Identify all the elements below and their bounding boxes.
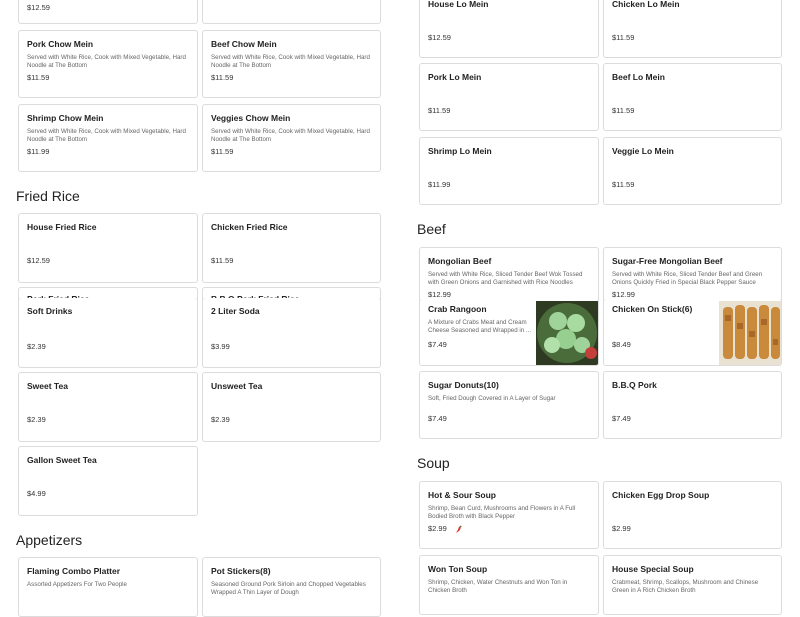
menu-item-card[interactable]	[202, 213, 381, 283]
item-price: $2.39	[211, 415, 230, 424]
item-price: $8.49	[612, 340, 631, 349]
menu-item-card[interactable]	[603, 63, 782, 131]
item-price: $11.59	[612, 33, 635, 42]
item-name: Mongolian Beef	[428, 256, 492, 266]
item-price: $2.39	[27, 342, 46, 351]
menu-item-card[interactable]	[603, 555, 782, 615]
menu-item-card[interactable]	[419, 299, 599, 366]
item-name: Chicken Egg Drop Soup	[612, 490, 710, 500]
menu-item-card[interactable]	[419, 555, 599, 615]
section-title-appetizers: Appetizers	[16, 532, 83, 548]
item-price: $12.59	[27, 256, 50, 265]
item-name: Chicken Lo Mein	[612, 0, 680, 9]
menu-item-card[interactable]	[202, 372, 381, 442]
item-name: Sugar-Free Mongolian Beef	[612, 256, 723, 266]
menu-item-card[interactable]	[419, 0, 599, 58]
item-price: $7.49	[428, 340, 447, 349]
item-name: Crab Rangoon	[428, 304, 487, 314]
section-title-fried-rice: Fried Rice	[16, 188, 80, 204]
item-description: Served with White Rice, Cook with Mixed Vegetable, Hard Noodle at The Bottom	[27, 128, 186, 144]
menu-item-card[interactable]	[603, 481, 782, 549]
item-price: $11.59	[612, 106, 635, 115]
menu-item-card[interactable]	[202, 104, 381, 172]
item-name: Pork Lo Mein	[428, 72, 482, 82]
item-price: $11.59	[211, 73, 234, 82]
menu-item-card[interactable]	[18, 372, 198, 442]
section-title-beef: Beef	[417, 221, 446, 237]
item-name: Chicken Fried Rice	[211, 222, 288, 232]
menu-item-card[interactable]	[603, 0, 782, 58]
item-name: Beef Lo Mein	[612, 72, 665, 82]
item-name: Shrimp Chow Mein	[27, 113, 104, 123]
item-name: Gallon Sweet Tea	[27, 455, 97, 465]
menu-item-card[interactable]	[202, 30, 381, 98]
item-name: Veggies Chow Mein	[211, 113, 291, 123]
item-description: Seasoned Ground Pork Sirloin and Chopped Vegetables Wrapped A Thin Layer of Dough	[211, 581, 366, 597]
menu-item-card[interactable]	[18, 446, 198, 516]
item-name: Sweet Tea	[27, 381, 68, 391]
item-name: Flaming Combo Platter	[27, 566, 121, 576]
item-price: $2.99	[428, 524, 447, 533]
item-price: $12.59	[428, 33, 451, 42]
menu-item-card[interactable]	[202, 298, 381, 368]
item-price: $2.39	[27, 415, 46, 424]
item-price: $3.99	[211, 342, 230, 351]
chili-pepper-icon	[455, 525, 462, 533]
item-name: Sugar Donuts(10)	[428, 380, 499, 390]
item-name: Soft Drinks	[27, 306, 73, 316]
item-name: Chicken On Stick(6)	[612, 304, 693, 314]
menu-item-card[interactable]	[419, 63, 599, 131]
menu-item-card[interactable]	[603, 371, 782, 439]
menu-item-card[interactable]	[18, 30, 198, 98]
item-name: Hot & Sour Soup	[428, 490, 496, 500]
item-price: $11.59	[27, 73, 50, 82]
item-price: $2.99	[612, 524, 631, 533]
item-name: Shrimp Lo Mein	[428, 146, 492, 156]
menu-item-card[interactable]	[202, 0, 381, 24]
item-name: Veggie Lo Mein	[612, 146, 674, 156]
menu-item-card[interactable]	[18, 213, 198, 283]
item-description: Soft, Fried Dough Covered in A Layer of Sugar	[428, 395, 556, 402]
item-name: Won Ton Soup	[428, 564, 488, 574]
menu-item-card[interactable]	[419, 481, 599, 549]
menu-item-card[interactable]	[603, 137, 782, 205]
item-description: Shrimp, Bean Curd, Mushrooms and Flowers in A Full Bodied Broth with Black Pepper	[428, 505, 576, 521]
menu-item-card[interactable]	[603, 247, 782, 307]
menu-item-card[interactable]	[419, 247, 599, 307]
item-price: $4.99	[27, 489, 46, 498]
menu-item-card[interactable]	[419, 137, 599, 205]
menu-item-card[interactable]	[603, 299, 782, 366]
item-price: $12.99	[612, 290, 635, 299]
item-price: $11.59	[211, 147, 234, 156]
crab-rangoon-photo	[536, 301, 598, 365]
item-name: B.B.Q Pork	[612, 380, 657, 390]
item-name: Pork Chow Mein	[27, 39, 94, 49]
item-price: $7.49	[612, 414, 631, 423]
item-price: $11.99	[428, 180, 451, 189]
item-price: $11.59	[612, 180, 635, 189]
item-price: $11.59	[211, 256, 234, 265]
item-price-row	[428, 524, 462, 533]
item-description: Served with White Rice, Sliced Tender Beef and Green Onions Quickly Fried in Special Black Pepper Sauce	[612, 271, 763, 287]
section-title-soup: Soup	[417, 455, 450, 471]
item-description: Served with White Rice, Cook with Mixed Vegetable, Hard Noodle at The Bottom	[211, 54, 370, 70]
item-description: Shrimp, Chicken, Water Chestnuts and Won Ton in Chicken Broth	[428, 579, 568, 595]
item-description: Assorted Appetizers For Two People	[27, 581, 127, 588]
item-name: House Special Soup	[612, 564, 694, 574]
item-price: $12.99	[428, 290, 451, 299]
item-price: $7.49	[428, 414, 447, 423]
chicken-on-stick-photo	[719, 301, 781, 365]
item-description: A Mixture of Crabs Meat and Cream Cheese Seasoned and Wrapped in ...	[428, 319, 532, 335]
item-price: $12.59	[27, 3, 50, 12]
item-name: Pot Stickers(8)	[211, 566, 271, 576]
item-name: Beef Chow Mein	[211, 39, 277, 49]
menu-item-card[interactable]	[18, 104, 198, 172]
menu-item-card[interactable]	[18, 298, 198, 368]
item-price: $11.99	[27, 147, 50, 156]
item-description: Served with White Rice, Cook with Mixed Vegetable, Hard Noodle at The Bottom	[211, 128, 370, 144]
menu-item-card[interactable]	[18, 0, 198, 24]
item-name: House Fried Rice	[27, 222, 97, 232]
item-description: Crabmeat, Shrimp, Scallops, Mushroom and Chinese Green in A Rich Chicken Broth	[612, 579, 759, 595]
menu-item-card[interactable]	[419, 371, 599, 439]
item-name: 2 Liter Soda	[211, 306, 260, 316]
item-description: Served with White Rice, Sliced Tender Beef Wok Tossed with Green Onions and Garnished with Rice Noodles	[428, 271, 583, 287]
item-name: House Lo Mein	[428, 0, 489, 9]
item-description: Served with White Rice, Cook with Mixed Vegetable, Hard Noodle at The Bottom	[27, 54, 186, 70]
menu-item-card[interactable]	[202, 557, 381, 617]
item-name: Unsweet Tea	[211, 381, 263, 391]
menu-item-card[interactable]	[18, 557, 198, 617]
item-price: $11.59	[428, 106, 451, 115]
